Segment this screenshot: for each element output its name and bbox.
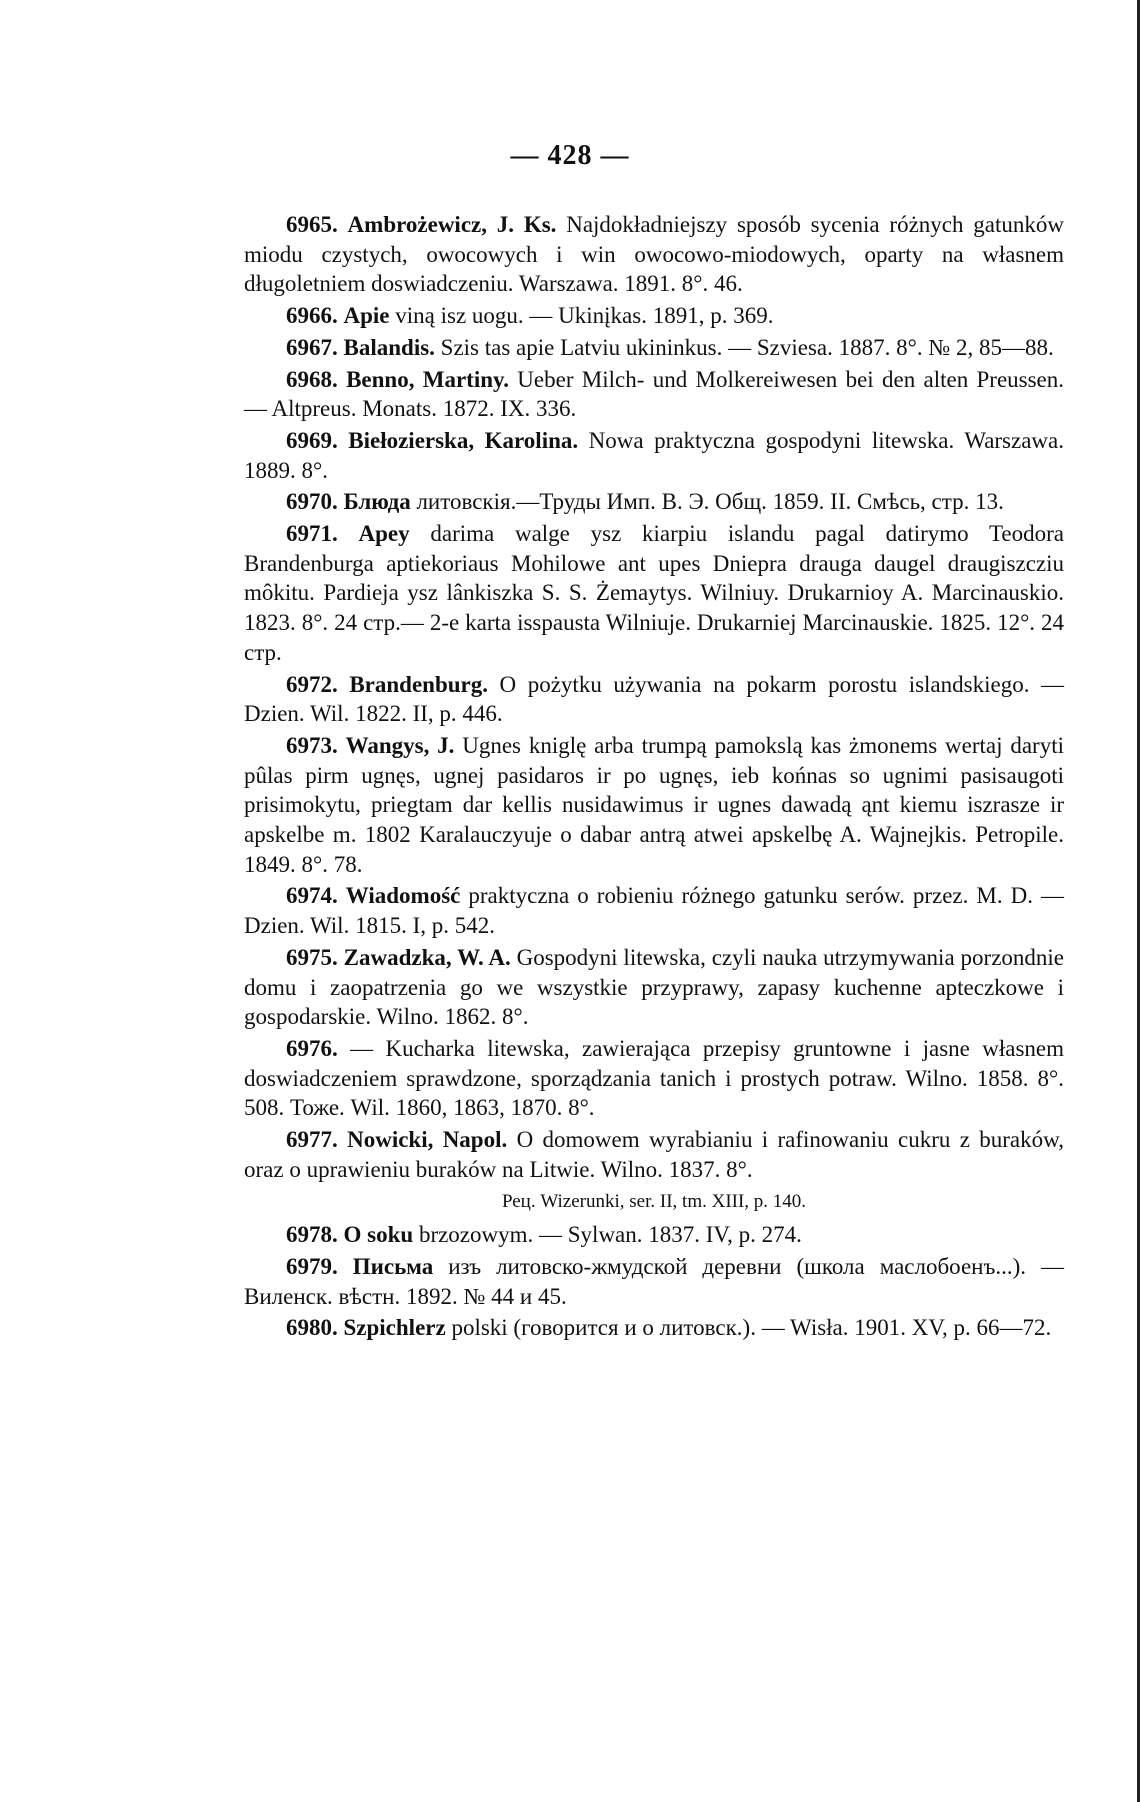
bibliography-text bbox=[244, 210, 1064, 1345]
entry-author: Balandis. bbox=[343, 334, 435, 360]
entry-number: 6979. bbox=[286, 1253, 338, 1279]
entry-6974 bbox=[244, 881, 1064, 940]
entry-text: O domowem wyrabianiu i rafinowaniu cukru z buraków, oraz o uprawieniu buraków na Litwie. Wilno. 1837. 8°. bbox=[244, 1127, 1064, 1182]
entry-author: Wiadomość bbox=[345, 883, 461, 909]
entry-number: 6977. bbox=[286, 1127, 338, 1153]
entry-text: изъ литовско-жмудской деревни (школа маслобоенъ...). — Виленск. вѣстн. 1892. № 44 и 45. bbox=[244, 1253, 1064, 1309]
entry-number: 6972. bbox=[286, 671, 338, 697]
entry-text: viną isz uogu. — Ukinįkas. 1891, p. 369. bbox=[389, 303, 774, 329]
entry-6979 bbox=[244, 1252, 1064, 1311]
entry-text: Najdokładniejszy sposób sycenia różnych gatunków miodu czystych, owocowych i win owocowo-miodowych, oparty na własnem długoletniem doswiadczeniu. Warszawa. 1891. 8°. 46. bbox=[244, 212, 1065, 297]
entry-text: praktyczna o robieniu różnego gatunku serów. przez. M. D. — Dzien. Wil. 1815. I, p. 542. bbox=[244, 883, 1064, 939]
entry-6966 bbox=[244, 301, 1064, 331]
entry-author: Nowicki, Napol. bbox=[347, 1127, 508, 1153]
entry-number: 6974. bbox=[286, 883, 338, 909]
entry-author: Szpichlerz bbox=[343, 1315, 446, 1341]
entry-6972 bbox=[244, 670, 1064, 729]
entry-author: Ambrożewicz, J. Ks. bbox=[347, 212, 557, 237]
entry-text: Ueber Milch- und Molkereiwesen bei den alten Preussen. — Altpreus. Monats. 1872. IX. 336. bbox=[244, 366, 1065, 422]
entry-6978 bbox=[244, 1220, 1064, 1250]
entry-text: polski (говорится и о литовск.). — Wisła. 1901. XV, p. 66—72. bbox=[445, 1315, 1052, 1341]
entry-6965 bbox=[244, 210, 1064, 299]
entry-6976 bbox=[244, 1034, 1064, 1123]
entry-author: Brandenburg. bbox=[349, 671, 488, 697]
entry-number: 6975. bbox=[286, 944, 338, 970]
entry-text: литовскія.—Труды Имп. В. Э. Общ. 1859. II. Смѣсь, стр. 13. bbox=[410, 489, 1004, 515]
entry-6973 bbox=[244, 731, 1064, 880]
entry-6968 bbox=[244, 365, 1064, 424]
entry-6967 bbox=[244, 333, 1064, 363]
entry-author: Wangys, J. bbox=[345, 732, 455, 758]
review-note: Рец. Wizerunki, ser. II, tm. XIII, p. 140. bbox=[501, 1190, 807, 1212]
entry-6980 bbox=[244, 1313, 1064, 1343]
entry-number: 6965. bbox=[286, 212, 338, 237]
entry-author: O soku bbox=[343, 1222, 414, 1248]
entry-author: Письма bbox=[352, 1253, 434, 1279]
entry-number: 6969. bbox=[286, 427, 338, 453]
entry-author: Biełozierska, Karolina. bbox=[348, 427, 579, 453]
entry-author: Benno, Martiny. bbox=[346, 366, 509, 392]
entry-number: 6966. bbox=[286, 303, 338, 329]
entry-number: 6978. bbox=[286, 1222, 338, 1248]
entry-number: 6970. bbox=[286, 489, 338, 515]
entry-author: Zawadzka, W. A. bbox=[343, 944, 511, 970]
entry-6975 bbox=[244, 943, 1064, 1032]
entry-author: Apey bbox=[358, 521, 410, 547]
entry-text: Ugnes kniglę arba trumpą pamokslą kas żmonems wertaj daryti pûlas pirm ugnęs, ugnej pasidaros ir po ugnęs, ieb końnas so ugnimi pasisaugoti prisimokytu, priegtam dar kellis nusidawimus ir ugnes dawadą ąnt kiemu iszrasze ir apskelbe m. 1802 Karalauczyuje o dabar antrą atwei apskelbę A. Wajnejkis. Petropile. 1849. 8°. 78. bbox=[244, 732, 1064, 877]
page-number: — 428 — bbox=[510, 140, 630, 171]
entry-number: 6973. bbox=[286, 732, 338, 758]
entry-text: Gospodyni litewska, czyli nauka utrzymywania porzondnie domu i zaopatrzenia go we wszystkie przyprawy, zapasy kuchenne apteczkowe i gospodarskie. Wilno. 1862. 8°. bbox=[244, 944, 1065, 1030]
entry-number: 6976. bbox=[286, 1035, 338, 1061]
entry-6969 bbox=[244, 426, 1064, 485]
entry-text: brzozowym. — Sylwan. 1837. IV, p. 274. bbox=[413, 1222, 802, 1248]
entry-text: O pożytku używania na pokarm porostu islandskiego. — Dzien. Wil. 1822. II, p. 446. bbox=[244, 671, 1064, 727]
entry-6970 bbox=[244, 487, 1064, 517]
entry-number: 6967. bbox=[286, 334, 338, 360]
entry-author: Apie bbox=[343, 303, 390, 329]
entry-number: 6980. bbox=[286, 1315, 338, 1341]
entry-number: 6971. bbox=[286, 521, 338, 547]
entry-text: darima walge ysz kiarpiu islandu pagal datirymo Teodora Brandenburga aptiekoriaus Mohilowe ant upes Dniepra drauga daugel draugiszcziu môkitu. Pardieja ysz lânkiszka S. S. Żemaytys. Wilniuy. Drukarnioy A. Marcinauskio. 1823. 8°. 24 стр.— 2-e karta isspausta Wilniuje. Drukarniej Marcinauskie. 1825. 12°. 24 стр. bbox=[244, 521, 1064, 665]
entry-6977 bbox=[244, 1125, 1064, 1184]
entry-6971 bbox=[244, 519, 1064, 668]
entry-text: Nowa praktyczna gospodyni litewska. Warszawa. 1889. 8°. bbox=[244, 427, 1064, 483]
entry-author: Блюда bbox=[343, 489, 411, 515]
entry-text: Szis tas apie Latviu ukininkus. — Szviesa. 1887. 8°. № 2, 85—88. bbox=[434, 334, 1054, 360]
entry-number: 6968. bbox=[286, 366, 338, 392]
entry-text: — Kucharka litewska, zawierająca przepisy gruntowne i jasne własnem doswiadczeniem sprawdzone, sporządzania tanich i prostych potraw. Wilno. 1858. 8°. 508. Тоже. Wil. 1860, 1863, 1870. 8°. bbox=[244, 1035, 1064, 1121]
